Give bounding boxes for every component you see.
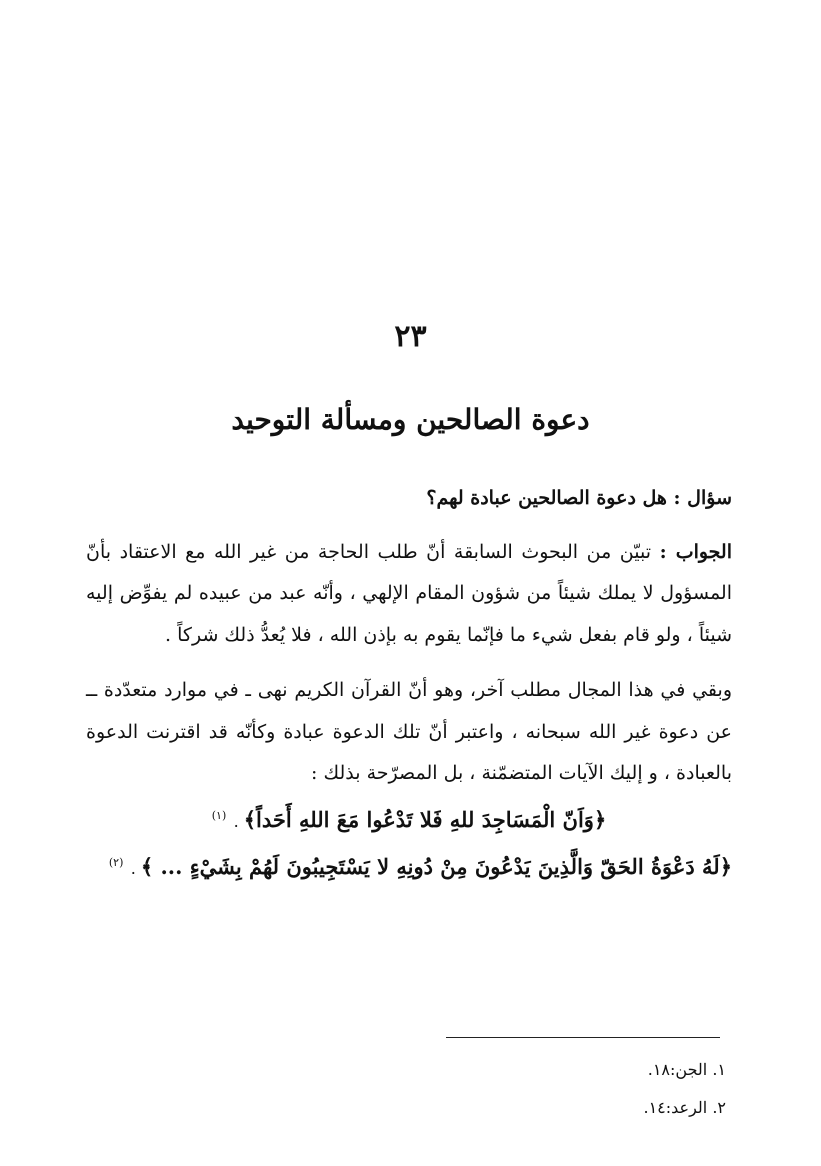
verse-1-open-bracket: ﴿ [593, 806, 607, 832]
chapter-number: ٢٣ [394, 319, 427, 354]
verse-2-text: لَهُ دَعْوَةُ الحَقّ وَالَّذِينَ يَدْعُونَ مِنْ دُونِهِ لا يَسْتَجِيبُونَ لَهُمْ بِشَيْءٍ ... [153, 854, 720, 879]
second-paragraph: وبقي في هذا المجال مطلب آخر، وهو أنّ القرآن الكريم نهى ـ في موارد متعدّدة ــ عن دعوة غير الله سبحانه ، واعتبر أنّ تلك الدعوة عبادة وكأنّه قد اقترنت الدعوة بالعبادة ، و إليك الآيات المتضمّنة ، بل المصرّحة بذلك : [86, 679, 732, 784]
verse-1-close-bracket: ﴾ [243, 806, 257, 832]
verse-1-period: . [233, 811, 244, 831]
answer-label: الجواب : [659, 540, 733, 563]
verse-2-period: . [130, 859, 141, 878]
chapter-title: دعوة الصالحين ومسألة التوحيد [231, 403, 590, 436]
verse-1 [86, 795, 732, 843]
footnote-divider [446, 1037, 720, 1038]
verse-2-close-bracket: ﴾ [140, 854, 154, 879]
footnote-ref-1: (١) [211, 808, 227, 822]
verse-2 [86, 842, 732, 890]
verse-1-text: وَاَنّ الْمَسَاجِدَ للهِ فَلا تَدْعُوا مَعَ اللهِ أَحَداً [256, 806, 594, 832]
answer-paragraph [86, 532, 732, 657]
footnote-2: ٢. الرعد:١٤. [643, 1098, 726, 1117]
answer-text: تبيّن من البحوث السابقة أنّ طلب الحاجة من غير الله مع الاعتقاد بأنّ المسؤول لا يملك شيئاً من شؤون المقام الإلهي ، وأنّه عبد من عبيده لم يفوِّض إليه شيئاً ، ولو قام بفعل شيء ما فإنّما يقوم به بإذن الله ، فلا يُعدُّ ذلك شركاً . [86, 540, 732, 646]
body-text [86, 478, 732, 890]
footnotes [86, 1051, 726, 1127]
footnote-1: ١. الجن:١٨. [647, 1060, 726, 1079]
question-line: سؤال : هل دعوة الصالحين عبادة لهم؟ [426, 487, 732, 509]
verse-2-open-bracket: ﴿ [719, 854, 732, 879]
footnote-ref-2: (٢) [108, 856, 124, 869]
